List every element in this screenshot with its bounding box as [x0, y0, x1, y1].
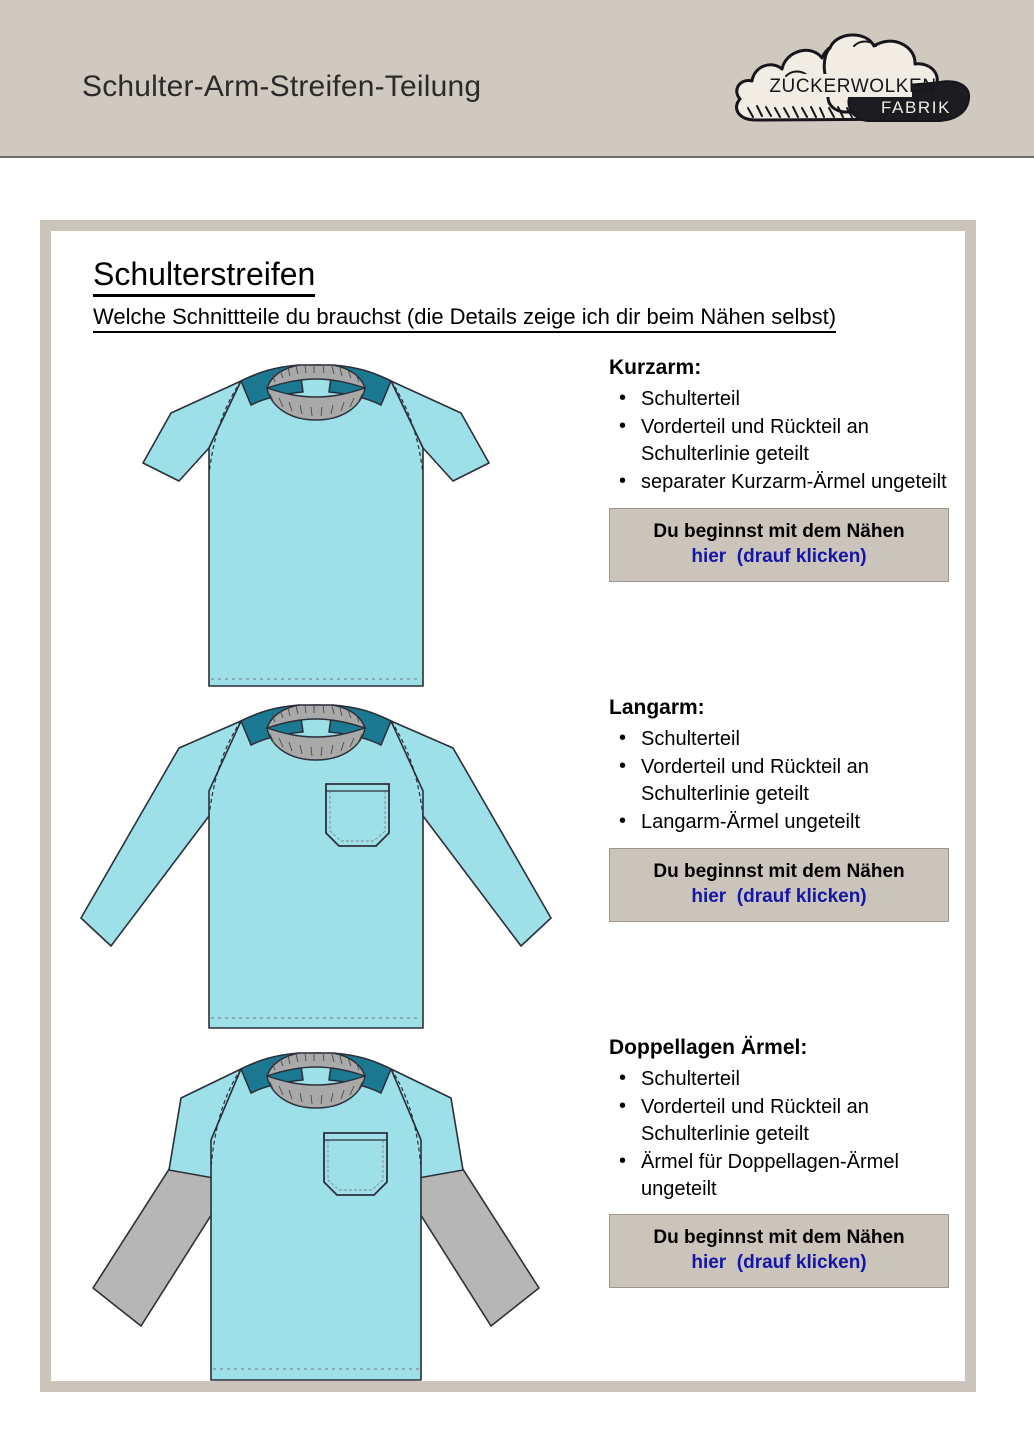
section-kurzarm [51, 356, 965, 701]
list-item: • separater Kurzarm-Ärmel ungeteilt [609, 469, 965, 495]
kurzarm-title: Kurzarm: [609, 356, 702, 379]
doppellagen-title: Doppellagen Ärmel: [609, 1036, 808, 1059]
langarm-title: Langarm: [609, 696, 705, 719]
kurzarm-bullet-list [609, 386, 965, 496]
doppellagen-copy [609, 1036, 965, 1288]
cta-headline: Du beginnst mit dem Nähen [653, 861, 905, 883]
list-item: • Schulterteil [609, 1066, 965, 1092]
cta-link-text[interactable]: hier [691, 886, 727, 908]
cta-link-hint[interactable]: (drauf klicken) [736, 886, 867, 908]
langarm-bullet-list [609, 726, 965, 836]
double-layer-sleeve-shirt-illustration [71, 1036, 591, 1396]
logo-line1: ZUCKERWOLKEN [769, 76, 937, 97]
doppellagen-bullet-list [609, 1066, 965, 1202]
cta-link-text[interactable]: hier [691, 1252, 727, 1274]
cta-headline: Du beginnst mit dem Nähen [653, 1227, 905, 1249]
list-item: • Vorderteil und Rückteil an Schulterlinie geteilt [609, 754, 965, 807]
short-sleeve-shirt-illustration [71, 356, 591, 701]
zuckerwolken-fabrik-logo [726, 24, 976, 142]
list-item: • Schulterteil [609, 726, 965, 752]
cta-headline: Du beginnst mit dem Nähen [653, 521, 905, 543]
page-header [0, 0, 1034, 158]
section-doppellagen-aermel [51, 1036, 965, 1396]
cta-link-line[interactable] [691, 546, 866, 568]
cta-link-hint[interactable]: (drauf klicken) [736, 546, 867, 568]
cta-link-text[interactable]: hier [691, 546, 727, 568]
langarm-copy [609, 696, 965, 922]
section-langarm [51, 696, 965, 1041]
list-item: • Vorderteil und Rückteil an Schulterlinie geteilt [609, 1094, 965, 1147]
langarm-start-sewing-button[interactable] [609, 848, 949, 922]
list-item: • Vorderteil und Rückteil an Schulterlinie geteilt [609, 414, 965, 467]
page-title: Schulterstreifen [93, 256, 315, 297]
cta-link-line[interactable] [691, 886, 866, 908]
list-item: • Ärmel für Doppellagen-Ärmel ungeteilt [609, 1149, 965, 1202]
cta-link-hint[interactable]: (drauf klicken) [736, 1252, 867, 1274]
list-item: • Langarm-Ärmel ungeteilt [609, 809, 965, 835]
cta-link-line[interactable] [691, 1252, 866, 1274]
content-frame [40, 220, 976, 1392]
kurzarm-start-sewing-button[interactable] [609, 508, 949, 582]
page-header-title: Schulter-Arm-Streifen-Teilung [82, 70, 482, 103]
logo-line2: FABRIK [880, 98, 952, 117]
list-item: • Schulterteil [609, 386, 965, 412]
page-subtitle: Welche Schnittteile du brauchst (die Details zeige ich dir beim Nähen selbst) [93, 304, 836, 333]
doppellagen-start-sewing-button[interactable] [609, 1214, 949, 1288]
long-sleeve-shirt-illustration [71, 696, 591, 1041]
kurzarm-copy [609, 356, 965, 582]
